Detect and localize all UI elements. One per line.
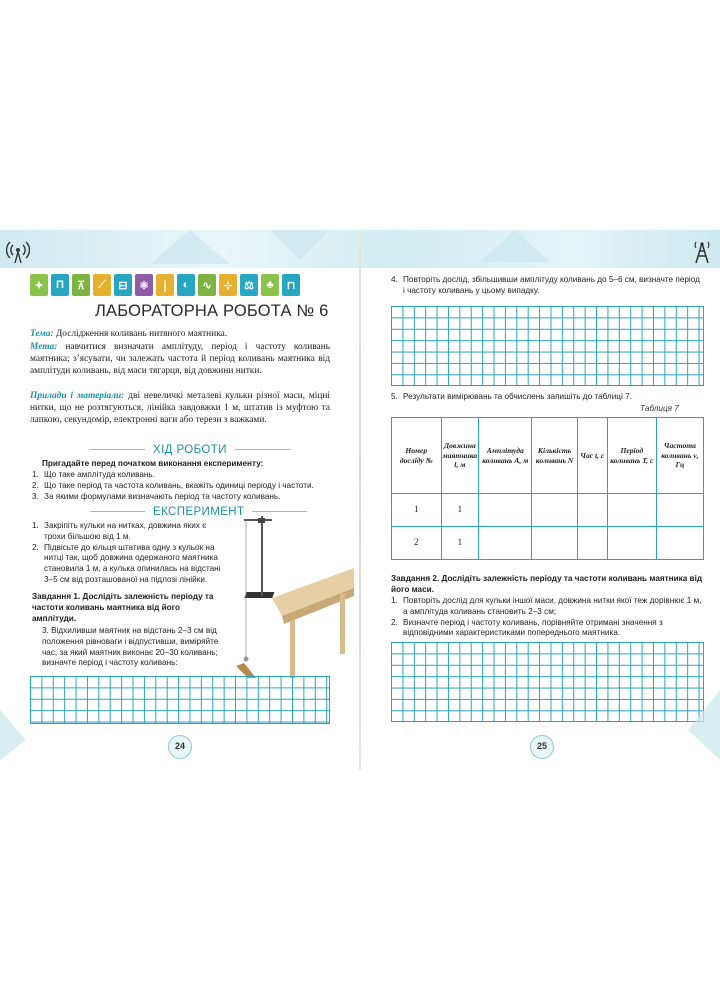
lab-title: ЛАБОРАТОРНА РОБОТА № 6	[95, 302, 329, 320]
pendulum-apparatus-illustration	[232, 508, 354, 678]
table-cell[interactable]	[479, 494, 532, 527]
step5-list	[391, 392, 703, 403]
answer-grid-task1[interactable]	[30, 676, 330, 724]
plant-icon: ♣	[261, 274, 279, 296]
materials-text: дві невеличкі металеві кульки різної маси, міцні нитки, що не розтягуються, лінійка завдовжки 1 м, штатив із муфтою та лапкою, секундомір, електронні ваги або терези з важками.	[30, 391, 331, 426]
table-cell: 1	[392, 494, 442, 527]
results-table	[391, 417, 704, 560]
goal-text: навчитися визначати амплітуду, період і частоту коливань маятника; з’ясувати, чи залежать частота й період коливань маятника від амплітуди коливань, від маси тягарця, від довжини нитки.	[30, 342, 331, 377]
telescope-icon: ⟋	[93, 274, 111, 296]
materials-paragraph	[30, 390, 330, 427]
experiment-list	[32, 521, 227, 586]
list-item: 1. Що таке амплітуда коливань.	[32, 470, 155, 479]
topic-text: Дослідження коливань нитяного маятника.	[55, 329, 228, 339]
bulb-icon: ✦	[30, 274, 48, 296]
experiment-heading: ЕКСПЕРИМЕНТ	[82, 506, 315, 518]
column-header: Довжина маятника l, м	[441, 418, 479, 494]
table-cell[interactable]	[656, 527, 703, 560]
task2-heading: Завдання 2. Дослідіть залежність періоду та частоти коливань маятника від його маси.	[391, 574, 703, 594]
table-caption: Таблиця 7	[640, 404, 679, 413]
table-cell[interactable]	[607, 494, 656, 527]
task1-heading: Завдання 1. Дослідіть залежність періоду та частоти коливань маятника від його амплітуди.	[32, 592, 214, 623]
battery-icon: ⊟	[114, 274, 132, 296]
list-item: 2. Підвісьте до кільця штатива одну з кульок на нитці так, щоб довжина одержаного маятника становила 1 м, а кулька опинилась на відстані 3–5 см від розташованої на підлозі лінійки.	[32, 542, 221, 584]
answer-grid-task2[interactable]	[391, 642, 704, 722]
column-header: Номер досліду №	[392, 418, 442, 494]
topic-label: Тема:	[30, 329, 54, 339]
spring-icon: ∿	[198, 274, 216, 296]
antenna-icon	[6, 240, 30, 264]
task1-step: 3. Відхиливши маятник на відстань 2–3 см від положення рівноваги і відпустивши, виміряйте час, за який маятник виконає 20–30 коливань; визначте період і частоту коливань:	[42, 626, 219, 668]
physics-icon-strip	[30, 274, 300, 298]
table-cell: 1	[441, 527, 479, 560]
table-cell[interactable]	[532, 494, 577, 527]
page-fold	[359, 230, 361, 770]
magnet-icon: Π	[51, 274, 69, 296]
goal-paragraph	[30, 341, 330, 378]
recall-list	[32, 470, 337, 502]
list-item: 2. Що таке період та частота коливань, вкажіть одиниці періоду і частоти.	[32, 480, 314, 490]
list-item: 1. Закріпіть кульки на нитках, довжина яких є трохи більшою від 1 м.	[32, 521, 207, 541]
table-cell[interactable]	[479, 527, 532, 560]
step4-list	[391, 275, 703, 297]
table-cell[interactable]	[607, 527, 656, 560]
table-header-row	[392, 418, 704, 494]
table-cell[interactable]	[577, 527, 607, 560]
textbook-spread	[0, 230, 720, 770]
compass-icon: ◐	[177, 274, 195, 296]
page-number-left: 24	[168, 735, 192, 759]
column-header: Період коливань T, с	[607, 418, 656, 494]
topic-paragraph	[30, 328, 330, 340]
circuit-icon: ⊓	[282, 274, 300, 296]
scale-icon: ⚖	[240, 274, 258, 296]
list-item: 4. Повторіть дослід, збільшивши амплітуду коливань до 5–6 см, визначте період і частоту коливань у цьому випадку.	[391, 275, 700, 295]
banner-decoration	[270, 230, 330, 260]
answer-grid-step4[interactable]	[391, 306, 704, 386]
materials-label: Прилади і матеріали:	[30, 391, 125, 401]
column-header: Час t, с	[577, 418, 607, 494]
recall-heading: Пригадайте перед початком виконання експерименту:	[42, 459, 264, 468]
table-cell[interactable]	[532, 527, 577, 560]
list-item: 1. Повторіть дослід для кульки іншої маси, довжина нитки якої теж дорівнює 1 м, а амплітуда коливань становить 2–3 см;	[391, 596, 702, 616]
progress-heading: ХІД РОБОТИ	[82, 444, 298, 456]
table-cell[interactable]	[577, 494, 607, 527]
banner-decoration	[150, 230, 230, 264]
page-number-right: 25	[530, 735, 554, 759]
table-row	[392, 527, 704, 560]
corner-decoration	[0, 700, 30, 770]
tower-icon	[690, 240, 714, 264]
corner-decoration	[680, 690, 720, 770]
column-header: Амплітуда коливань A, м	[479, 418, 532, 494]
task2-list	[391, 596, 704, 639]
table-cell: 2	[392, 527, 442, 560]
pendulum-icon: ⊼	[72, 274, 90, 296]
column-header: Частота коливань ν, Гц	[656, 418, 703, 494]
table-cell[interactable]	[656, 494, 703, 527]
column-header: Кількість коливань N	[532, 418, 577, 494]
thermometer-icon: ❘	[156, 274, 174, 296]
table-row	[392, 494, 704, 527]
banner-decoration	[480, 230, 550, 262]
atom-icon: ⚛	[135, 274, 153, 296]
list-item: 3. За якими формулами визначають період та частоту коливань.	[32, 491, 281, 501]
lens-icon: ⊹	[219, 274, 237, 296]
table-cell: 1	[441, 494, 479, 527]
goal-label: Мета:	[30, 342, 58, 352]
list-item: 2. Визначте період і частоту коливань, порівняйте отримані значення з відповідними характеристиками попереднього маятника.	[391, 617, 663, 638]
list-item: 5. Результати вимірювань та обчислень запишіть до таблиці 7.	[391, 392, 632, 401]
